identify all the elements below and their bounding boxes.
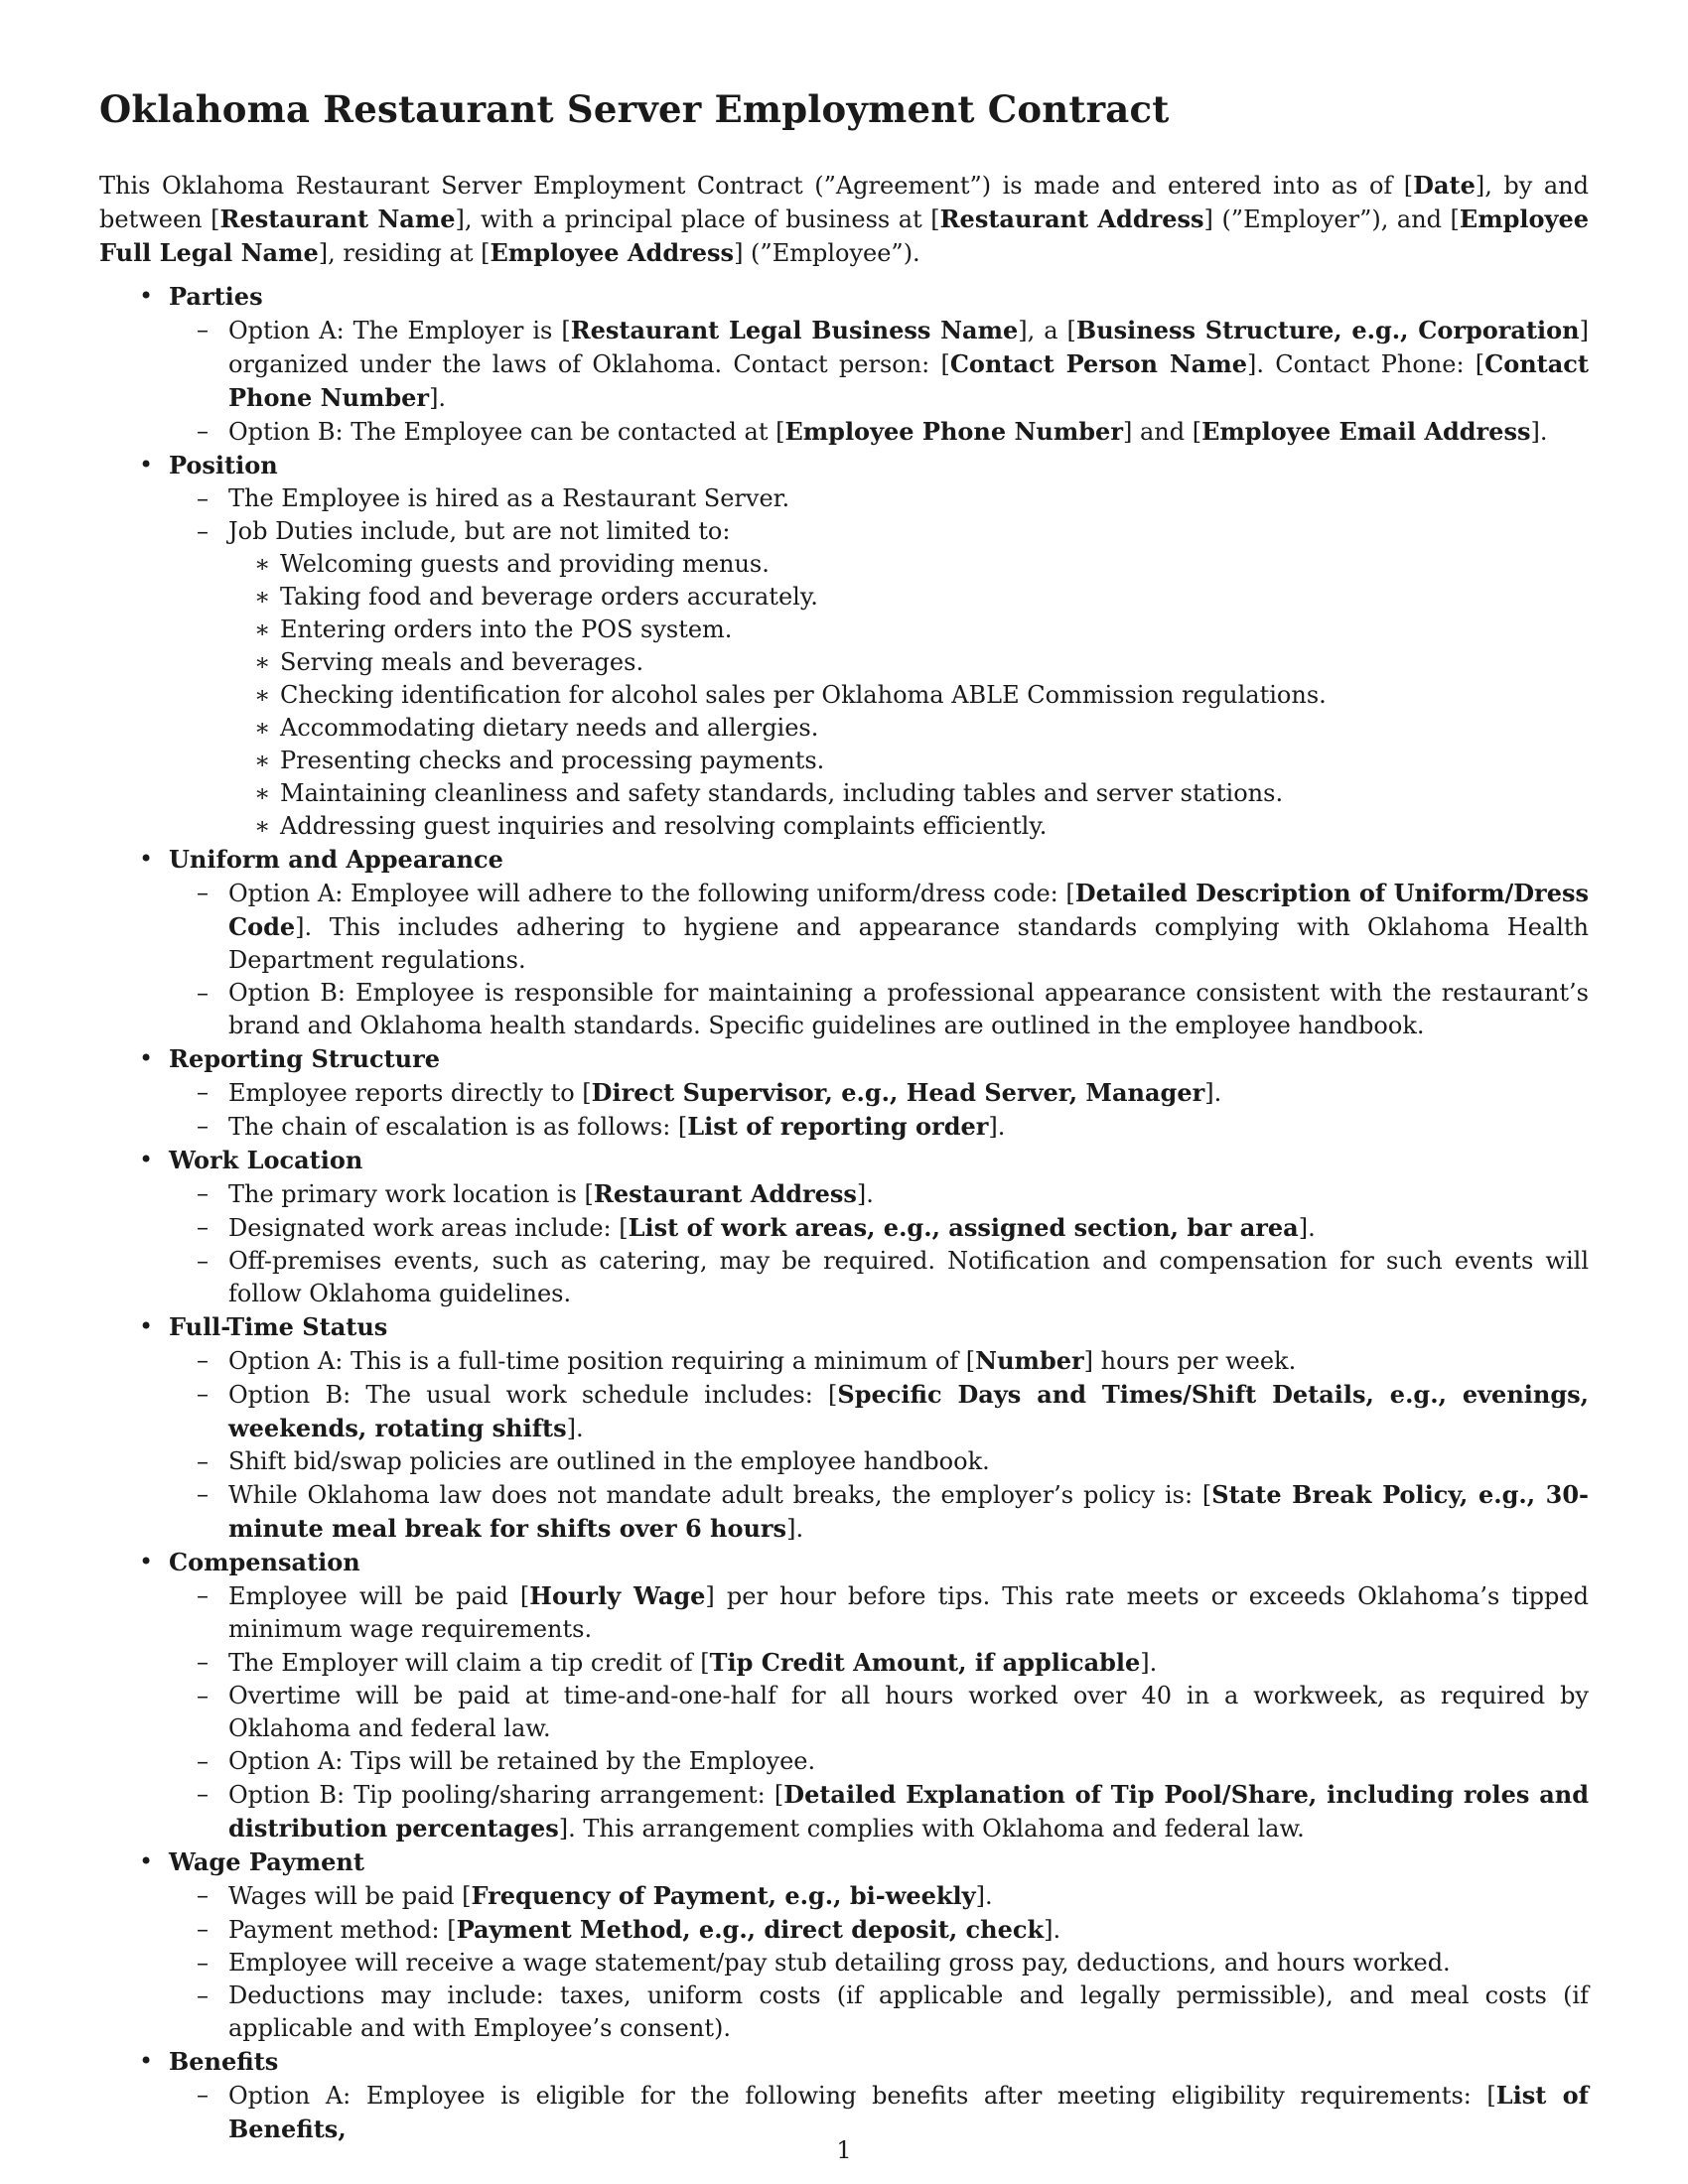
section-title: Reporting Structure bbox=[169, 1044, 441, 1073]
section-title: Work Location bbox=[169, 1146, 363, 1174]
list-item: – The chain of escalation is as follows: [List of reporting order]. bbox=[197, 1112, 1006, 1141]
duty-item: ∗ Serving meals and beverages. bbox=[254, 648, 644, 676]
document-title: Oklahoma Restaurant Server Employment Contract bbox=[99, 87, 1170, 131]
section-title: Position bbox=[169, 451, 278, 479]
list-item: – Option A: The Employer is [Restaurant Legal Business Name], a [Business Structure, e.g., Corporation] organized under the laws of Oklahoma. Contact person: [Contact Person Name]. Contact Phone: [Contact Phone Number]. bbox=[197, 316, 1590, 412]
intro-paragraph: This Oklahoma Restaurant Server Employment Contract (”Agreement”) is made and entered into as of [Date], by and between [Restaurant Name], with a principal place of business at [Restaurant Address] (”Employer”), and [Employee Full Legal Name], residing at [Employee Address] (”Employee”). bbox=[99, 171, 1589, 267]
list-item: – Payment method: [Payment Method, e.g., direct deposit, check]. bbox=[197, 1915, 1061, 1944]
duty-item: ∗ Accommodating dietary needs and allergies. bbox=[254, 714, 819, 742]
list-item: – Job Duties include, but are not limited to: ∗ Welcoming guests and providing menus. ∗ Taking food and beverage orders accurately. ∗ Entering orders into the POS system. ∗ Serving meals and beverages. ∗ Checking identification for alcohol sales per Oklahoma ABLE Commission regulations. ∗ Accommodating dietary needs and allergies. ∗ Presenting checks and processing payments. ∗ Maintaining cleanliness and safety standards, including tables and server stations. ∗ Addressing guest inquiries and resolving complaints efficiently. bbox=[169, 515, 1589, 843]
section-title: Parties bbox=[169, 282, 263, 311]
list-item: – Deductions may include: taxes, uniform costs (if applicable and legally permissible), and meal costs (if applicable and with Employee’s consent). bbox=[197, 1981, 1589, 2042]
list-item: – Shift bid/swap policies are outlined in the employee handbook. bbox=[197, 1447, 990, 1475]
section-title: Wage Payment bbox=[169, 1847, 364, 1876]
section-title: Uniform and Appearance bbox=[169, 845, 503, 874]
duty-item: ∗ Presenting checks and processing payments. bbox=[254, 747, 825, 774]
list-item: – Overtime will be paid at time-and-one-half for all hours worked over 40 in a workweek, as required by Oklahoma and federal law. bbox=[197, 1682, 1589, 1742]
list-item: – Option A: This is a full-time position requiring a minimum of [Number] hours per week. bbox=[197, 1346, 1297, 1375]
section-title: Compensation bbox=[169, 1548, 360, 1576]
list-item: – Option A: Tips will be retained by the Employee. bbox=[197, 1747, 816, 1775]
list-item: – Option B: The usual work schedule includes: [Specific Days and Times/Shift Details, e.g., evenings, weekends, rotating shifts]. bbox=[197, 1380, 1589, 1442]
list-item: – Employee will be paid [Hourly Wage] per hour before tips. This rate meets or exceeds Oklahoma’s tipped minimum wage requirements. bbox=[197, 1581, 1589, 1643]
section-wage-payment: • Wage Payment – Wages will be paid [Frequency of Payment, e.g., bi-weekly]. – Payment method: [Payment Method, e.g., direct deposit, check]. – Employee will receive a wage statement/pay stub detailing gross pay, deductions, and hours worked. – Deductions may include: taxes, uniform costs (if applicable and legally permissible), and meal costs (if applicable and with Employee’s consent). bbox=[99, 1845, 1589, 2045]
section-work-location: • Work Location – The primary work location is [Restaurant Address]. – Designated work areas include: [List of work areas, e.g., assigned section, bar area]. – Off-premises events, such as catering, may be required. Notification and compensation for such events will follow Oklahoma guidelines. bbox=[99, 1144, 1589, 1310]
section-parties: • Parties – Option A: The Employer is [Restaurant Legal Business Name], a [Business Structure, e.g., Corporation] organized under the laws of Oklahoma. Contact person: [Contact Person Name]. Contact Phone: [Contact Phone Number]. – Option B: The Employee can be contacted at [Employee Phone Number] and [Employee Email Address]. bbox=[99, 280, 1589, 449]
section-position: • Position – The Employee is hired as a Restaurant Server. – Job Duties include, but are not limited to: ∗ Welcoming guests and providing menus. ∗ Taking food and beverage orders accurately. ∗ Entering orders into the POS system. ∗ Serving meals and beverages. ∗ Checking identification for alcohol sales per Oklahoma ABLE Commission regulations. ∗ Accommodating dietary needs and allergies. ∗ Presenting checks and processing payments. ∗ Maintaining cleanliness and safety standards, including tables and server stations. ∗ Addressing guest inquiries and resolving complaints efficiently. bbox=[99, 449, 1589, 843]
duty-item: ∗ Taking food and beverage orders accurately. bbox=[254, 583, 818, 611]
list-item: – The Employer will claim a tip credit of [Tip Credit Amount, if applicable]. bbox=[197, 1648, 1158, 1677]
list-item: – Option A: Employee will adhere to the following uniform/dress code: [Detailed Description of Uniform/Dress Code]. This includes adhering to hygiene and appearance standards complying with Oklahoma Health Department regulations. bbox=[197, 879, 1589, 974]
section-title: Full-Time Status bbox=[169, 1312, 388, 1341]
document-page bbox=[99, 87, 1589, 2146]
list-item: – Option A: Employee is eligible for the following benefits after meeting eligibility requirements: [List of Benefits, bbox=[197, 2081, 1589, 2143]
list-item: – Employee reports directly to [Direct Supervisor, e.g., Head Server, Manager]. bbox=[197, 1078, 1222, 1107]
duty-item: ∗ Welcoming guests and providing menus. bbox=[254, 550, 770, 578]
list-item: – Designated work areas include: [List of work areas, e.g., assigned section, bar area]. bbox=[197, 1213, 1316, 1242]
section-benefits: • Benefits – Option A: Employee is eligible for the following benefits after meeting eligibility requirements: [List of Benefits, bbox=[99, 2045, 1589, 2146]
section-uniform: • Uniform and Appearance – Option A: Employee will adhere to the following uniform/dress code: [Detailed Description of Uniform/Dress Code]. This includes adhering to hygiene and appearance standards complying with Oklahoma Health Department regulations. – Option B: Employee is responsible for maintaining a professional appearance consistent with the restaurant’s brand and Oklahoma health standards. Specific guidelines are outlined in the employee handbook. bbox=[99, 843, 1589, 1042]
section-reporting: • Reporting Structure – Employee reports directly to [Direct Supervisor, e.g., Head Server, Manager]. – The chain of escalation is as follows: [List of reporting order]. bbox=[99, 1042, 1589, 1144]
list-item: – While Oklahoma law does not mandate adult breaks, the employer’s policy is: [State Break Policy, e.g., 30-minute meal break for shifts over 6 hours]. bbox=[197, 1480, 1589, 1543]
section-list bbox=[99, 280, 1589, 2146]
list-item: – Option B: Employee is responsible for maintaining a professional appearance consistent with the restaurant’s brand and Oklahoma health standards. Specific guidelines are outlined in the employee handbook. bbox=[197, 979, 1589, 1039]
duty-item: ∗ Checking identification for alcohol sales per Oklahoma ABLE Commission regulations. bbox=[254, 681, 1327, 709]
section-full-time-status: • Full-Time Status – Option A: This is a full-time position requiring a minimum of [Number] hours per week. – Option B: The usual work schedule includes: [Specific Days and Times/Shift Details, e.g., evenings, weekends, rotating shifts]. – Shift bid/swap policies are outlined in the employee handbook. – While Oklahoma law does not mandate adult breaks, the employer’s policy is: [State Break Policy, e.g., 30-minute meal break for shifts over 6 hours]. bbox=[99, 1310, 1589, 1546]
page-number: 1 bbox=[836, 2136, 852, 2164]
list-item: – Option B: The Employee can be contacted at [Employee Phone Number] and [Employee Email Address]. bbox=[197, 417, 1548, 446]
duty-item: ∗ Entering orders into the POS system. bbox=[254, 615, 733, 643]
list-item: – Option B: Tip pooling/sharing arrangement: [Detailed Explanation of Tip Pool/Share, including roles and distribution percentages]. This arrangement complies with Oklahoma and federal law. bbox=[197, 1780, 1589, 1843]
duty-item: ∗ Addressing guest inquiries and resolving complaints efficiently. bbox=[254, 812, 1048, 840]
list-item: – Employee will receive a wage statement/pay stub detailing gross pay, deductions, and hours worked. bbox=[197, 1949, 1451, 1977]
section-title: Benefits bbox=[169, 2047, 279, 2076]
list-item: – Wages will be paid [Frequency of Payment, e.g., bi-weekly]. bbox=[197, 1881, 993, 1910]
list-item: – Off-premises events, such as catering, may be required. Notification and compensation for such events will follow Oklahoma guidelines. bbox=[197, 1247, 1589, 1307]
duties-list bbox=[228, 548, 1589, 843]
duty-item: ∗ Maintaining cleanliness and safety standards, including tables and server stations. bbox=[254, 779, 1284, 807]
section-compensation: • Compensation – Employee will be paid [Hourly Wage] per hour before tips. This rate meets or exceeds Oklahoma’s tipped minimum wage requirements. – The Employer will claim a tip credit of [Tip Credit Amount, if applicable]. – Overtime will be paid at time-and-one-half for all hours worked over 40 in a workweek, as required by Oklahoma and federal law. – Option A: Tips will be retained by the Employee. – Option B: Tip pooling/sharing arrangement: [Detailed Explanation of Tip Pool/Share, including roles and distribution percentages]. This arrangement complies with Oklahoma and federal law. bbox=[99, 1546, 1589, 1845]
list-item: – The primary work location is [Restaurant Address]. bbox=[197, 1179, 874, 1208]
list-item: – The Employee is hired as a Restaurant Server. bbox=[197, 484, 790, 512]
